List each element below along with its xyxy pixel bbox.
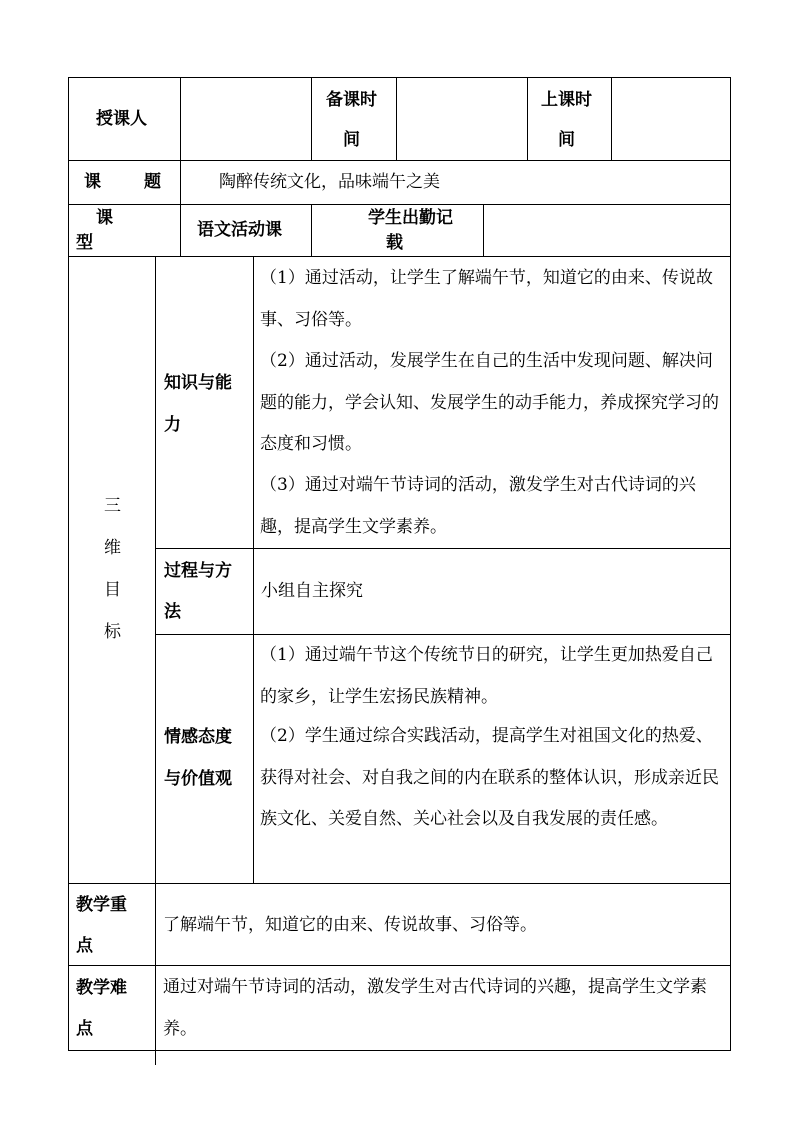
col-divider xyxy=(527,77,528,160)
class-time-label-line1: 上课时 xyxy=(541,90,592,110)
attendance-label-2: 载 xyxy=(386,233,403,253)
topic-value: 陶醉传统文化，品味端午之美 xyxy=(219,172,440,192)
col-divider xyxy=(180,77,181,160)
knowledge-paragraph-2: （2）通过活动，发展学生在自己的生活中发现问题、解决问题的能力，学会认知、发展学生的动手能力，养成探究学习的态度和习惯。 xyxy=(260,351,719,454)
knowledge-label-1: 知识与能 xyxy=(164,373,232,393)
knowledge-paragraph-1: （1）通过活动，让学生了解端午节，知道它的由来、传说故事、习俗等。 xyxy=(260,268,713,330)
goals-label-char: 标 xyxy=(104,622,121,642)
col-divider xyxy=(253,256,254,883)
attendance-label-1: 学生出勤记 xyxy=(368,208,453,228)
row-divider xyxy=(68,883,731,884)
key-point-label-2: 点 xyxy=(76,936,93,956)
type-value: 语文活动课 xyxy=(197,220,282,240)
type-label-2: 型 xyxy=(76,233,93,253)
col-divider xyxy=(396,77,397,160)
emotion-label-2: 与价值观 xyxy=(164,769,232,789)
goals-label-char: 目 xyxy=(104,580,121,600)
emotion-label-1: 情感态度 xyxy=(164,727,232,747)
col-divider xyxy=(155,256,156,1065)
teacher-label: 授课人 xyxy=(96,109,147,129)
col-divider xyxy=(180,160,181,204)
emotion-paragraph-2: （2）学生通过综合实践活动，提高学生对祖国文化的热爱、获得对社会、对自我之间的内在联系的整体认识，形成亲近民族文化、关爱自然、关心社会以及自我发展的责任感。 xyxy=(260,726,719,829)
key-point-label-1: 教学重 xyxy=(76,895,127,915)
emotion-paragraph-1: （1）通过端午节这个传统节日的研究，让学生更加热爱自己的家乡，让学生宏扬民族精神。 xyxy=(260,645,713,707)
difficulty-label-1: 教学难 xyxy=(76,978,127,998)
goals-label-char: 维 xyxy=(104,538,121,558)
col-divider xyxy=(311,204,312,256)
knowledge-paragraph-3: （3）通过对端午节诗词的活动，激发学生对古代诗词的兴趣，提高学生文学素养。 xyxy=(260,475,696,537)
goals-label-char: 三 xyxy=(104,496,121,516)
row-divider xyxy=(155,548,731,549)
class-time-label-line2: 间 xyxy=(558,130,575,150)
process-label-2: 法 xyxy=(164,602,181,622)
prep-time-label-line1: 备课时 xyxy=(326,90,377,110)
knowledge-label-2: 力 xyxy=(164,415,181,435)
prep-time-label-line2: 间 xyxy=(343,130,360,150)
process-label-1: 过程与方 xyxy=(164,561,232,581)
difficulty-value: 通过对端午节诗词的活动，激发学生对古代诗词的兴趣，提高学生文学素养。 xyxy=(163,977,707,1039)
process-value: 小组自主探究 xyxy=(261,581,363,601)
col-divider xyxy=(180,204,181,256)
difficulty-label-2: 点 xyxy=(76,1019,93,1039)
col-divider xyxy=(483,204,484,256)
row-divider xyxy=(68,965,731,966)
topic-label-1: 课 xyxy=(84,172,101,192)
col-divider xyxy=(311,77,312,160)
type-label-1: 课 xyxy=(96,208,113,228)
topic-label-2: 题 xyxy=(144,172,161,192)
col-divider xyxy=(611,77,612,160)
key-point-value: 了解端午节，知道它的由来、传说故事、习俗等。 xyxy=(163,915,537,935)
